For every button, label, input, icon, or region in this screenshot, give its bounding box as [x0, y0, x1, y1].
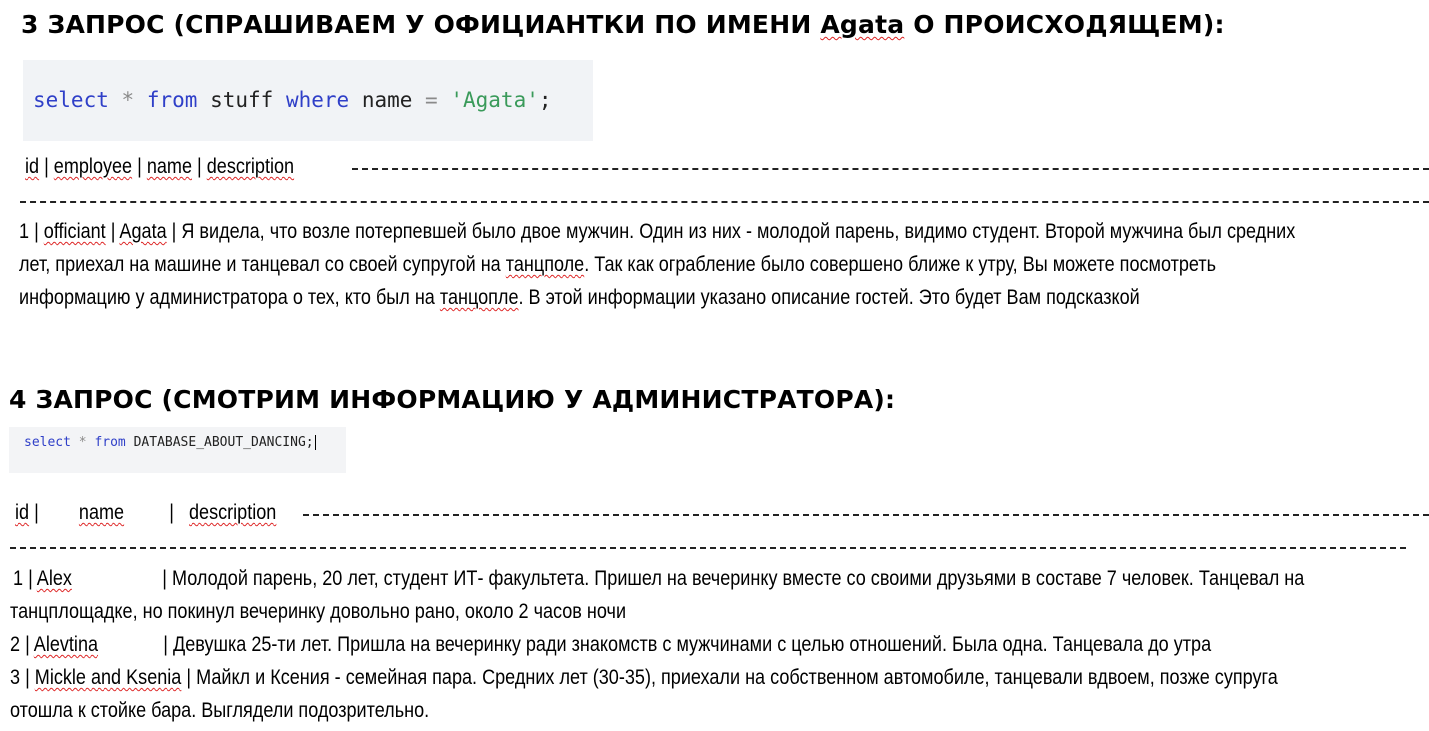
col-id: id — [25, 155, 40, 178]
row-description-word: танцопле — [439, 286, 519, 309]
sql-star: * — [121, 88, 135, 112]
col-name: name — [78, 501, 125, 524]
sql-keyword-from: from — [146, 88, 198, 112]
sql-semicolon: ; — [538, 88, 552, 112]
row-id: 1 — [13, 567, 24, 590]
query4-row1-line1: 1 | Alex | Молодой парень, 20 лет, студент ИТ- факультета. Пришел на вечеринку вместе со своими друзьями в составе 7 человек. Танцевал на — [13, 567, 1305, 590]
query3-row-line2 — [19, 248, 1216, 281]
sql-keyword-select: select — [24, 435, 71, 450]
row-description: Майкл и Ксения - семейная пара. Средних лет (30-35), приехали на собственном автомобиле, танцевали вдвоем, позже супруга — [196, 666, 1278, 689]
row-description: Девушка 25-ти лет. Пришла на вечеринку ради знакомств с мужчинами с целью отношений. Была одна. Танцевала до утра — [172, 633, 1212, 656]
query4-heading: 4 ЗАПРОС (СМОТРИМ ИНФОРМАЦИЮ У АДМИНИСТРАТОРА): — [9, 385, 896, 414]
query4-sql-snippet — [9, 427, 346, 473]
query4-result-header: id | name | description — [15, 501, 277, 524]
sql-keyword-from: from — [94, 435, 126, 450]
row-description: . В этой информации указано описание гостей. Это будет Вам подсказкой — [518, 286, 1140, 309]
sql-table: stuff — [210, 88, 274, 112]
row-name: Alevtina — [33, 633, 99, 656]
row-id: 1 — [19, 220, 30, 243]
row-name: Alex — [36, 567, 72, 590]
row-id: 3 — [10, 666, 21, 689]
dashed-divider — [303, 514, 1429, 516]
sql-equals: = — [425, 88, 438, 112]
col-employee: employee — [53, 155, 133, 178]
col-id: id — [15, 501, 30, 524]
sql-column: name — [361, 88, 413, 112]
dashed-divider — [20, 201, 1429, 203]
sql-keyword-select: select — [33, 88, 109, 112]
row-employee: officiant — [43, 220, 106, 243]
row-name: Mickle and Ksenia — [34, 666, 182, 689]
sql-semicolon: ; — [305, 435, 314, 450]
row-description: информацию у администратора о тех, кто был на — [19, 286, 440, 309]
row-description: Молодой парень, 20 лет, студент ИТ- факультета. Пришел на вечеринку вместе со своими друзьями в составе 7 человек. Танцевал на — [171, 567, 1305, 590]
query3-row-line1: 1 | officiant | Agata | Я видела, что возле потерпевшей было двое мужчин. Один из них - молодой парень, видимо студент. Второй мужчина был средних — [19, 220, 1296, 243]
sql-table: DATABASE_ABOUT_DANCING — [133, 435, 306, 450]
dashed-divider — [10, 547, 1406, 549]
col-sep: | — [39, 155, 54, 178]
col-sep: | — [192, 155, 207, 178]
row-description: Я видела, что возле потерпевшей было двое мужчин. Один из них - молодой парень, видимо студент. Второй мужчина был средних — [181, 220, 1296, 243]
col-description: description — [206, 155, 295, 178]
query3-heading-prefix: 3 ЗАПРОС (СПРАШИВАЕМ У ОФИЦИАНТКИ ПО ИМЕНИ — [21, 10, 821, 39]
col-description: description — [189, 501, 277, 524]
text-caret — [315, 435, 316, 450]
row-description: танцплощадке, но покинул вечеринку довольно рано, около 2 часов ночи — [10, 600, 627, 623]
col-sep: | — [132, 155, 147, 178]
query3-heading-name: Agata — [820, 10, 905, 39]
row-description: отошла к стойке бара. Выглядели подозрительно. — [10, 699, 430, 722]
query4-row3-line2 — [10, 694, 429, 727]
query4-row3-line1: 3 | Mickle and Ksenia | Майкл и Ксения - семейная пара. Средних лет (30-35), приехали на собственном автомобиле, танцевали вдвоем, позже супруга — [10, 666, 1278, 689]
row-description-word: танцполе — [505, 253, 585, 276]
query3-heading-suffix: О ПРОИСХОДЯЩЕМ): — [904, 10, 1225, 39]
sql-star: * — [78, 435, 87, 450]
query3-row-line3 — [19, 281, 1140, 314]
row-description: лет, приехал на машине и танцевал со своей супругой на — [19, 253, 506, 276]
row-name: Agata — [119, 220, 167, 243]
row-id: 2 — [10, 633, 21, 656]
query3-sql-snippet — [23, 60, 593, 141]
col-name: name — [146, 155, 193, 178]
query4-row2: 2 | Alevtina | Девушка 25-ти лет. Пришла на вечеринку ради знакомств с мужчинами с целью отношений. Была одна. Танцевала до утра — [10, 633, 1212, 656]
dashed-divider — [352, 168, 1429, 170]
query3-heading — [21, 9, 1225, 41]
query4-row1-line2 — [10, 595, 626, 628]
query3-result-header — [25, 150, 294, 183]
sql-keyword-where: where — [285, 88, 350, 112]
row-description: . Так как ограбление было совершено ближе к утру, Вы можете посмотреть — [584, 253, 1217, 276]
sql-string-value: 'Agata' — [450, 88, 539, 112]
